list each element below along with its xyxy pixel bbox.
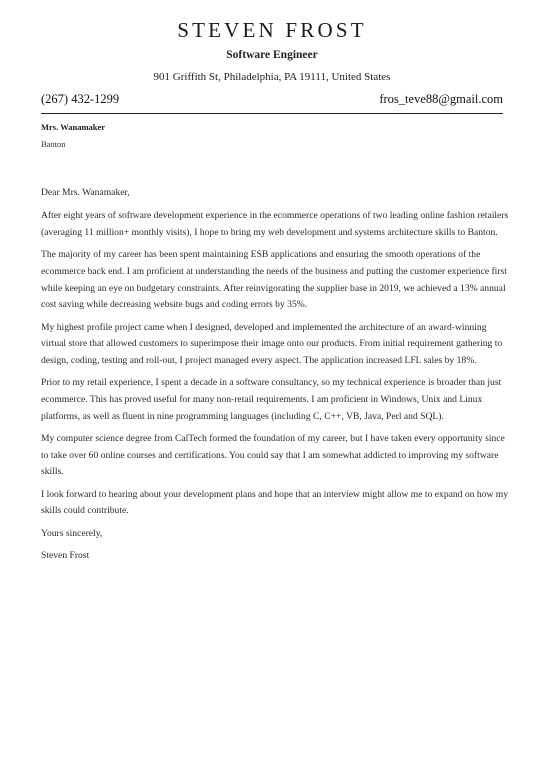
salutation: Dear Mrs. Wanamaker,: [41, 187, 130, 198]
job-title: Software Engineer: [226, 49, 318, 61]
letter-paragraph: After eight years of software development experience in the ecommerce operations of two leading online fashion retailers (averaging 11 million+ monthly visits), I hope to bring my web development and systems architecture skills to Banton.: [41, 210, 509, 238]
contact-row: [41, 92, 503, 107]
recipient-company: Banton: [41, 139, 66, 149]
phone-number: (267) 432-1299: [41, 92, 120, 106]
letter-paragraph: My computer science degree from CalTech formed the foundation of my career, but I have taken every opportunity since to take over 60 online courses and certifications. You could say that I am somewhat addicted to improving my software skills.: [41, 433, 505, 478]
applicant-name: STEVEN FROST: [177, 18, 367, 42]
email-address: fros_teve88@gmail.com: [379, 92, 503, 106]
applicant-address: 901 Griffith St, Philadelphia, PA 19111, United States: [153, 71, 391, 83]
letter-body: [41, 185, 511, 570]
closing: Yours sincerely,: [41, 527, 103, 539]
letter-paragraph: I look forward to hearing about your development plans and hope that an interview might allow me to expand on how my skills could contribute.: [41, 488, 509, 517]
letter-paragraph: The majority of my career has been spent maintaining ESB applications and ensuring the smooth operations of the ecommerce back end. I am proficient at understanding the needs of the business and putting the customer experience first while keeping an eye on budgetary constraints. After reinvigorating the supplier base in 2019, we achieved a 13% annual cost saving while decreasing website bugs and coding errors by 35%.: [41, 249, 507, 311]
recipient-name: Mrs. Wanamaker: [41, 122, 106, 132]
header-divider: [41, 113, 503, 114]
letter-paragraph: Prior to my retail experience, I spent a decade in a software consultancy, so my technical experience is broader than just ecommerce. This has proved useful for many non-retail requirements. I am proficient in Windows, Unix and Linux platforms, as well as fluent in nine programming languages (including C, C++, VB, Java, Perl and SQL).: [41, 377, 502, 422]
signature: Steven Frost: [41, 550, 90, 562]
letter-paragraph: My highest profile project came when I designed, developed and implemented the architecture of an award-winning virtual store that allowed customers to superimpose their image onto our products. From initial requirement gathering to design, coding, testing and roll-out, I project managed every aspect. The application increased LFL sales by 18%.: [41, 321, 503, 367]
